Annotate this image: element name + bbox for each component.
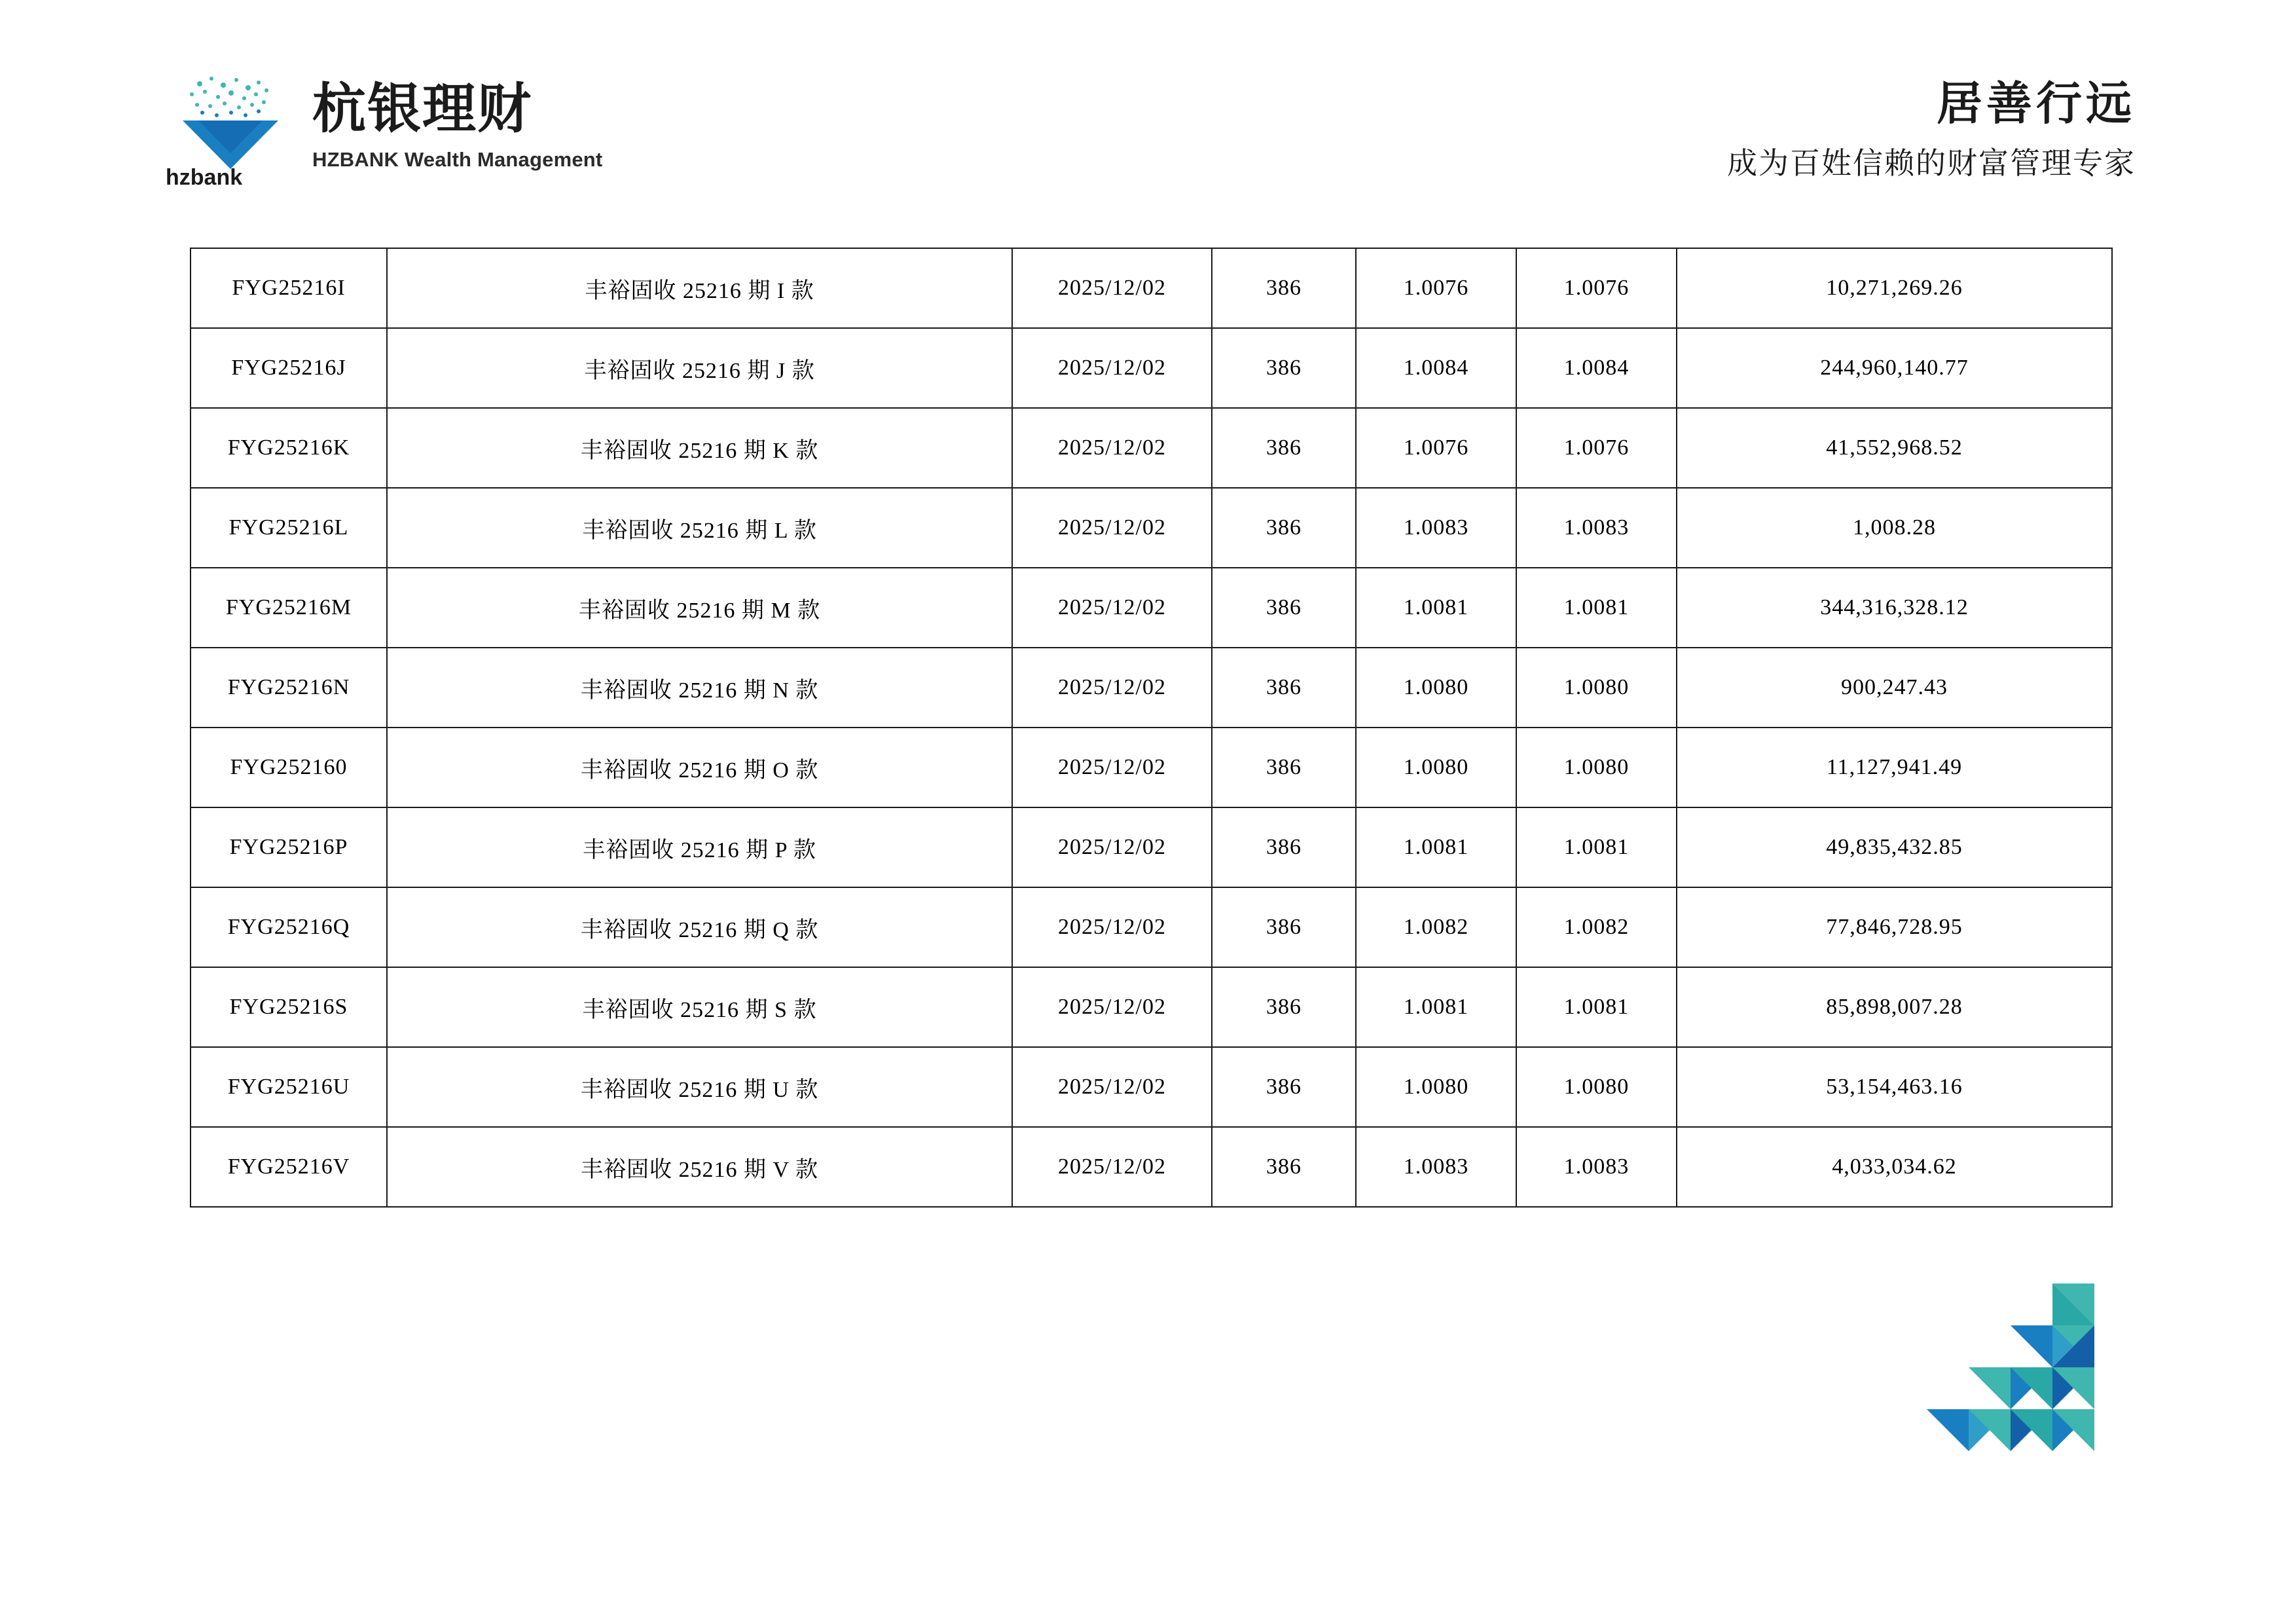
cell-days: 386 xyxy=(1212,648,1356,728)
cell-nav: 1.0082 xyxy=(1356,887,1516,967)
table-row xyxy=(191,488,2112,568)
slogan-block xyxy=(1727,79,2136,183)
cell-days: 386 xyxy=(1212,328,1356,408)
cell-product-code: FYG25216M xyxy=(191,568,387,648)
cell-cumulative-nav: 1.0084 xyxy=(1516,328,1677,408)
cell-product-name: 丰裕固收 25216 期 I 款 xyxy=(387,248,1012,328)
cell-nav: 1.0083 xyxy=(1356,1127,1516,1207)
cell-product-name: 丰裕固收 25216 期 U 款 xyxy=(387,1047,1012,1127)
triangle-watermark-icon xyxy=(1877,1283,2139,1493)
cell-date: 2025/12/02 xyxy=(1012,967,1212,1047)
table-body xyxy=(191,248,2112,1207)
cell-nav: 1.0080 xyxy=(1356,728,1516,807)
cell-product-name: 丰裕固收 25216 期 S 款 xyxy=(387,967,1012,1047)
cell-days: 386 xyxy=(1212,1127,1356,1207)
cell-scale: 49,835,432.85 xyxy=(1677,807,2112,887)
cell-product-code: FYG25216V xyxy=(191,1127,387,1207)
cell-cumulative-nav: 1.0082 xyxy=(1516,887,1677,967)
cell-date: 2025/12/02 xyxy=(1012,248,1212,328)
table-row xyxy=(191,248,2112,328)
product-nav-table xyxy=(190,248,2113,1208)
cell-scale: 41,552,968.52 xyxy=(1677,408,2112,488)
cell-product-code: FYG25216N xyxy=(191,648,387,728)
cell-nav: 1.0080 xyxy=(1356,648,1516,728)
cell-cumulative-nav: 1.0083 xyxy=(1516,488,1677,568)
cell-days: 386 xyxy=(1212,807,1356,887)
cell-product-name: 丰裕固收 25216 期 J 款 xyxy=(387,328,1012,408)
cell-nav: 1.0076 xyxy=(1356,408,1516,488)
cell-cumulative-nav: 1.0081 xyxy=(1516,967,1677,1047)
cell-product-code: FYG25216K xyxy=(191,408,387,488)
cell-cumulative-nav: 1.0081 xyxy=(1516,807,1677,887)
cell-scale: 10,271,269.26 xyxy=(1677,248,2112,328)
cell-product-code: FYG252160 xyxy=(191,728,387,807)
cell-cumulative-nav: 1.0080 xyxy=(1516,1047,1677,1127)
cell-product-name: 丰裕固收 25216 期 Q 款 xyxy=(387,887,1012,967)
product-nav-table-container xyxy=(190,248,2111,1208)
cell-product-code: FYG25216I xyxy=(191,248,387,328)
table-row xyxy=(191,807,2112,887)
cell-nav: 1.0081 xyxy=(1356,568,1516,648)
cell-days: 386 xyxy=(1212,408,1356,488)
cell-days: 386 xyxy=(1212,568,1356,648)
brand-name-cn: 杭银理财 xyxy=(312,79,533,139)
cell-date: 2025/12/02 xyxy=(1012,728,1212,807)
cell-product-name: 丰裕固收 25216 期 V 款 xyxy=(387,1127,1012,1207)
cell-days: 386 xyxy=(1212,1047,1356,1127)
slogan-headline: 居善行远 xyxy=(1937,78,2136,129)
cell-cumulative-nav: 1.0080 xyxy=(1516,648,1677,728)
table-row xyxy=(191,728,2112,807)
cell-scale: 900,247.43 xyxy=(1677,648,2112,728)
svg-text:hzbank: hzbank xyxy=(166,165,243,187)
table-row xyxy=(191,1127,2112,1207)
cell-product-name: 丰裕固收 25216 期 L 款 xyxy=(387,488,1012,568)
page-header xyxy=(0,72,2296,216)
brand-text-block xyxy=(312,72,602,172)
cell-cumulative-nav: 1.0081 xyxy=(1516,568,1677,648)
cell-product-name: 丰裕固收 25216 期 O 款 xyxy=(387,728,1012,807)
slogan-subtitle: 成为百姓信赖的财富管理专家 xyxy=(1727,146,2136,180)
cell-cumulative-nav: 1.0083 xyxy=(1516,1127,1677,1207)
cell-date: 2025/12/02 xyxy=(1012,568,1212,648)
cell-days: 386 xyxy=(1212,728,1356,807)
cell-scale: 244,960,140.77 xyxy=(1677,328,2112,408)
cell-product-code: FYG25216P xyxy=(191,807,387,887)
cell-date: 2025/12/02 xyxy=(1012,488,1212,568)
cell-days: 386 xyxy=(1212,967,1356,1047)
cell-product-name: 丰裕固收 25216 期 P 款 xyxy=(387,807,1012,887)
cell-date: 2025/12/02 xyxy=(1012,1047,1212,1127)
cell-days: 386 xyxy=(1212,248,1356,328)
cell-scale: 53,154,463.16 xyxy=(1677,1047,2112,1127)
cell-nav: 1.0083 xyxy=(1356,488,1516,568)
table-row xyxy=(191,967,2112,1047)
hzbank-logo-icon xyxy=(160,72,298,187)
cell-date: 2025/12/02 xyxy=(1012,807,1212,887)
cell-cumulative-nav: 1.0076 xyxy=(1516,248,1677,328)
cell-product-code: FYG25216J xyxy=(191,328,387,408)
cell-product-code: FYG25216U xyxy=(191,1047,387,1127)
cell-nav: 1.0084 xyxy=(1356,328,1516,408)
table-row xyxy=(191,568,2112,648)
cell-scale: 85,898,007.28 xyxy=(1677,967,2112,1047)
cell-product-name: 丰裕固收 25216 期 M 款 xyxy=(387,568,1012,648)
cell-product-name: 丰裕固收 25216 期 K 款 xyxy=(387,408,1012,488)
cell-product-code: FYG25216L xyxy=(191,488,387,568)
cell-cumulative-nav: 1.0076 xyxy=(1516,408,1677,488)
table-row xyxy=(191,887,2112,967)
cell-scale: 11,127,941.49 xyxy=(1677,728,2112,807)
cell-scale: 4,033,034.62 xyxy=(1677,1127,2112,1207)
cell-nav: 1.0076 xyxy=(1356,248,1516,328)
table-row xyxy=(191,648,2112,728)
cell-date: 2025/12/02 xyxy=(1012,1127,1212,1207)
cell-date: 2025/12/02 xyxy=(1012,887,1212,967)
table-row xyxy=(191,408,2112,488)
brand-lockup xyxy=(160,72,602,187)
cell-date: 2025/12/02 xyxy=(1012,648,1212,728)
cell-scale: 344,316,328.12 xyxy=(1677,568,2112,648)
cell-cumulative-nav: 1.0080 xyxy=(1516,728,1677,807)
cell-scale: 77,846,728.95 xyxy=(1677,887,2112,967)
cell-nav: 1.0081 xyxy=(1356,967,1516,1047)
cell-product-code: FYG25216S xyxy=(191,967,387,1047)
cell-days: 386 xyxy=(1212,887,1356,967)
brand-name-en: HZBANK Wealth Management xyxy=(312,148,603,172)
cell-product-name: 丰裕固收 25216 期 N 款 xyxy=(387,648,1012,728)
cell-nav: 1.0080 xyxy=(1356,1047,1516,1127)
cell-scale: 1,008.28 xyxy=(1677,488,2112,568)
table-row xyxy=(191,1047,2112,1127)
cell-nav: 1.0081 xyxy=(1356,807,1516,887)
table-row xyxy=(191,328,2112,408)
cell-product-code: FYG25216Q xyxy=(191,887,387,967)
cell-date: 2025/12/02 xyxy=(1012,408,1212,488)
cell-date: 2025/12/02 xyxy=(1012,328,1212,408)
cell-days: 386 xyxy=(1212,488,1356,568)
